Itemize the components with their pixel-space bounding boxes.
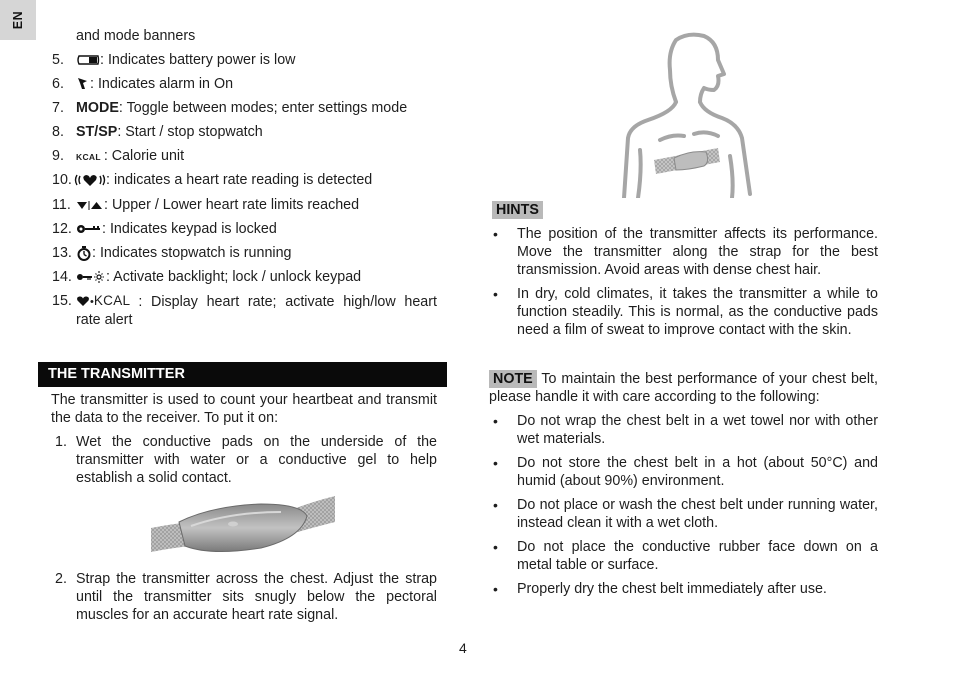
kcal-icon: KCAL bbox=[76, 152, 101, 162]
stopwatch-icon bbox=[76, 245, 92, 261]
note-text: To maintain the best performance of your chest belt, please handle it with care according to the following: bbox=[489, 371, 878, 405]
list-number: 8. bbox=[52, 124, 64, 140]
heart-icon bbox=[76, 295, 90, 307]
bullet-icon: • bbox=[493, 497, 498, 513]
list-item bbox=[76, 268, 361, 286]
language-tab bbox=[0, 0, 36, 40]
hint-text: The position of the transmitter affects its performance. Move the transmitter along the strap for the best transmission. Avoid areas with dense chest hair. bbox=[517, 226, 878, 278]
list-item-text: : Indicates battery power is low bbox=[100, 52, 296, 68]
list-item-text: : Indicates alarm in On bbox=[90, 76, 234, 92]
list-item bbox=[76, 75, 233, 93]
list-item bbox=[76, 244, 291, 262]
note-item: Do not place or wash the chest belt under running water, instead clean it with a wet cloth. bbox=[517, 497, 878, 531]
list-item: •KCAL : Display heart rate; activate high/low heart rate alert bbox=[76, 293, 437, 328]
list-item-text: : Calorie unit bbox=[103, 148, 185, 164]
list-number: 13. bbox=[52, 245, 72, 261]
bullet-icon: • bbox=[493, 455, 498, 471]
list-number: 12. bbox=[52, 221, 72, 237]
note-label: NOTE bbox=[489, 370, 537, 388]
list-item bbox=[76, 196, 359, 214]
list-item-text: : Indicates keypad is locked bbox=[102, 221, 277, 237]
mode-label: MODE bbox=[76, 100, 119, 116]
step-number: 1. bbox=[55, 434, 67, 450]
transmitter-belt-image bbox=[151, 494, 335, 556]
list-number: 15. bbox=[52, 293, 72, 309]
step-text: Strap the transmitter across the chest. Adjust the strap until the transmitter sits snugly below the pectoral muscles for an accurate heart rate signal. bbox=[76, 571, 437, 623]
note-item: Do not wrap the chest belt in a wet towel nor with other wet materials. bbox=[517, 413, 878, 447]
bullet-icon: • bbox=[493, 581, 498, 597]
battery-low-icon bbox=[76, 54, 100, 66]
list-number: 10. bbox=[52, 172, 72, 188]
list-item-text: : Display heart rate; activate high/low heart bbox=[138, 293, 437, 310]
list-number: 9. bbox=[52, 148, 64, 164]
bullet-icon: • bbox=[493, 226, 498, 242]
key-lock-icon bbox=[76, 223, 102, 235]
list-item bbox=[76, 123, 263, 141]
language-tab-label: EN bbox=[11, 10, 25, 30]
list-item-text: : Upper / Lower heart rate limits reached bbox=[104, 197, 360, 213]
note-item: Do not place the conductive rubber face down on a metal table or surface. bbox=[517, 539, 878, 573]
continued-text: and mode banners bbox=[76, 28, 196, 44]
kcal-label: KCAL bbox=[93, 293, 131, 308]
bullet-icon: • bbox=[493, 286, 498, 302]
bullet-icon: • bbox=[493, 539, 498, 555]
list-item bbox=[76, 147, 184, 166]
page-number: 4 bbox=[459, 640, 467, 656]
list-item-text: : Start / stop stopwatch bbox=[117, 124, 263, 140]
stsp-label: ST/SP bbox=[76, 124, 118, 140]
hints-label-wrap bbox=[492, 201, 543, 219]
step-number: 2. bbox=[55, 571, 67, 587]
list-item bbox=[76, 99, 407, 117]
list-item bbox=[76, 51, 295, 69]
alarm-icon bbox=[76, 77, 90, 91]
list-number: 14. bbox=[52, 269, 72, 285]
list-number: 11. bbox=[52, 197, 71, 213]
note-paragraph bbox=[489, 370, 878, 406]
hints-label: HINTS bbox=[492, 201, 543, 219]
list-number: 7. bbox=[52, 100, 64, 116]
list-item bbox=[74, 171, 372, 189]
list-item bbox=[76, 220, 277, 238]
note-item: Do not store the chest belt in a hot (about 50°C) and humid (about 90%) environment. bbox=[517, 455, 878, 489]
note-item: Properly dry the chest belt immediately after use. bbox=[517, 581, 827, 597]
list-item-text: : Toggle between modes; enter settings mode bbox=[118, 100, 408, 116]
step-text: Wet the conductive pads on the underside of the transmitter with water or a conductive gel to help establish a solid contact. bbox=[76, 434, 437, 486]
list-number: 6. bbox=[52, 76, 64, 92]
backlight-key-icon bbox=[76, 270, 106, 284]
heart-signal-icon bbox=[74, 172, 106, 188]
list-item-text: : Activate backlight; lock / unlock keypad bbox=[106, 269, 362, 285]
section-title-transmitter: THE TRANSMITTER bbox=[38, 362, 447, 387]
intro-paragraph: The transmitter is used to count your heartbeat and transmit the data to the receiver. To put it on: bbox=[51, 392, 437, 426]
hint-text: In dry, cold climates, it takes the transmitter a while to function steadily. This is normal, as the conductive pads need a film of sweat to improve contact with the skin. bbox=[517, 286, 878, 338]
list-number: 5. bbox=[52, 52, 64, 68]
bullet-icon: • bbox=[493, 413, 498, 429]
list-item-text-continued: rate alert bbox=[76, 312, 133, 328]
chest-strap-person-image bbox=[614, 30, 754, 198]
list-item-text: : Indicates stopwatch is running bbox=[92, 245, 292, 261]
limit-arrows-icon bbox=[76, 199, 104, 211]
list-item-text: : indicates a heart rate reading is detected bbox=[106, 172, 373, 188]
